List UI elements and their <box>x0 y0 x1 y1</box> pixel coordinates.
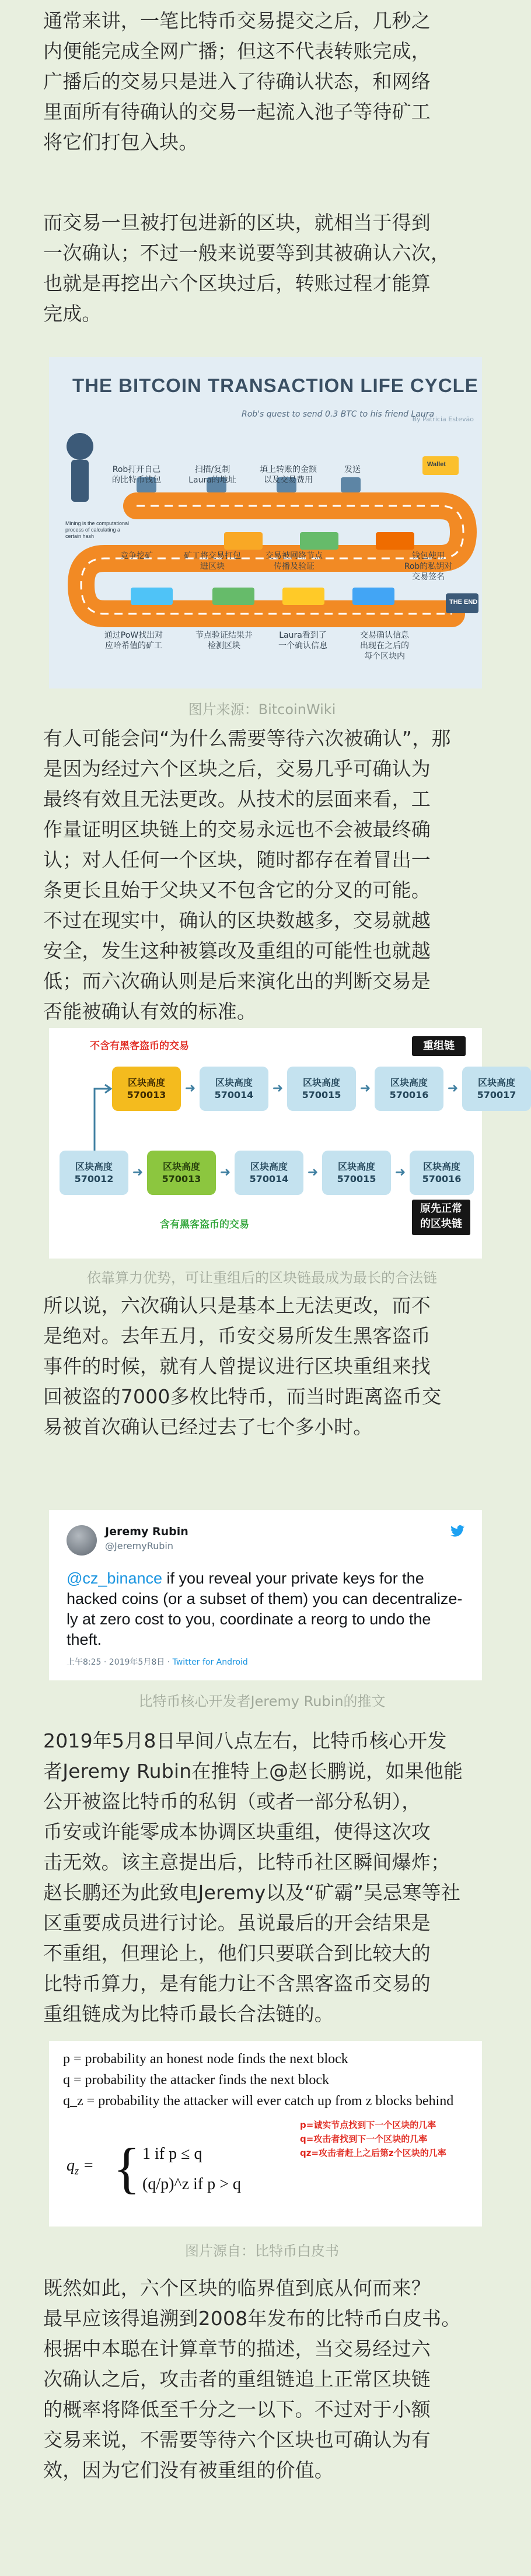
line: 效，因为它们没有被重组的价值。 <box>43 2459 334 2481</box>
block-top-5 <box>462 1067 531 1111</box>
line: 次确认之后，攻击者的重组链追上正常区块链 <box>43 2368 431 2390</box>
block-height: 570016 <box>422 1173 462 1184</box>
block-height: 570014 <box>214 1089 254 1100</box>
block-height: 570013 <box>162 1173 201 1184</box>
formula-lhs: $q_z$ = <box>67 2156 94 2177</box>
block-height: 570016 <box>389 1089 429 1100</box>
formula-p-definition: p = probability an honest node finds the next block <box>63 2051 348 2067</box>
paragraph-binance-hack <box>43 1291 487 1442</box>
tweet-author-name[interactable]: Jeremy Rubin <box>105 1525 188 1538</box>
block-bottom-3 <box>235 1151 303 1195</box>
whitepaper-formula <box>49 2041 482 2227</box>
block-label: 区块高度 <box>127 1077 165 1088</box>
tweet-body <box>67 1568 469 1650</box>
wallet-note: Wallet <box>427 461 446 468</box>
line: 公开被盗比特币的私钥（或者一部分私钥）， <box>43 1790 421 1813</box>
step-node-verify: 节点验证结果并 检测区块 <box>195 631 253 651</box>
mining-note: Mining is the computational process of calculating a certain hash <box>65 520 130 539</box>
line: 重组链成为比特币最长合法链的。 <box>43 2002 334 2025</box>
step-laura-confirm: Laura看到了 一个确认信息 <box>278 631 327 651</box>
line: 而交易一旦被打包进新的区块，就相当于得到 <box>43 211 431 234</box>
line: 事件的时候，就有人曾提议进行区块重组来找 <box>43 1355 431 1378</box>
line: 作量证明区块链上的交易永远也不会被最终确 <box>43 818 431 841</box>
line: 安全，发生这种被篡改及重组的可能性也就越 <box>43 939 431 962</box>
avatar[interactable] <box>67 1525 97 1556</box>
line: 条更长且始于父块又不包含它的分叉的可能。 <box>43 879 431 901</box>
line: 区重要成员进行讨论。虽说最后的开会结果是 <box>43 1911 431 1934</box>
block-bottom-4 <box>322 1151 391 1195</box>
tweet-author-handle[interactable]: @JeremyRubin <box>105 1540 173 1551</box>
line: 将它们打包入块。 <box>43 131 198 153</box>
block-label: 区块高度 <box>75 1161 113 1172</box>
step-fill-amount: 填上转账的金额 以及交易费用 <box>260 465 317 485</box>
line: 回被盗的7000多枚比特币，而当时距离盗币交 <box>43 1385 442 1408</box>
block-label: 区块高度 <box>337 1161 375 1172</box>
the-end-note: THE END <box>449 599 478 606</box>
line: 所以说，六次确认只是基本上无法更改，而不 <box>43 1294 431 1317</box>
arrow-icon: ➜ <box>219 1165 231 1180</box>
arrow-icon: ➜ <box>307 1165 319 1180</box>
line: 比特币算力，是有能力让不含黑客盗币交易的 <box>43 1972 431 1995</box>
block-label: 区块高度 <box>422 1161 460 1172</box>
line: 一次确认；不过一般来说要等到其被确认六次， <box>43 242 450 264</box>
block-top-2 <box>200 1067 268 1111</box>
lifecycle-credit: By Patricia Estevão <box>412 415 474 423</box>
formula-note-q: q=攻击者找到下一个区块的几率 <box>300 2134 428 2144</box>
step-mining: 竞争挖矿 <box>120 551 153 561</box>
formula-note-qz: qz=攻击者赶上之后第z个区块的几率 <box>300 2148 446 2158</box>
line: 不过在现实中，确认的区块数越多，交易就越 <box>43 909 431 932</box>
step-send: 发送 <box>344 465 361 474</box>
line: 币安或许能零成本协调区块重组，使得这次攻 <box>43 1820 431 1843</box>
block-bottom-2 <box>147 1151 216 1195</box>
formula-q-definition: q = probability the attacker finds the next block <box>63 2072 330 2088</box>
block-height: 570013 <box>127 1089 166 1100</box>
paragraph-confirmation <box>43 208 487 329</box>
line: 2019年5月8日早间八点左右，比特币核心开发 <box>43 1729 447 1752</box>
tweet-mention-link[interactable]: @cz_binance <box>67 1570 163 1587</box>
line: 者Jeremy Rubin在推特上@赵长鹏说，如果他能 <box>43 1760 463 1782</box>
step-propagate: 交易被网络节点 传播及验证 <box>266 551 323 571</box>
arrow-icon: ➜ <box>272 1081 284 1096</box>
line: 交易来说，不需要等待六个区块也可确认为有 <box>43 2428 431 2451</box>
arrow-icon: ➜ <box>359 1081 371 1096</box>
paragraph-jeremy-rubin <box>43 1726 487 2029</box>
line: 有人可能会问“为什么需要等待六次被确认”，那 <box>43 727 451 750</box>
line: 否能被确认有效的标准。 <box>43 1000 257 1023</box>
block-bottom-1 <box>60 1151 128 1195</box>
formula-brace: { <box>113 2137 141 2199</box>
caption-tweet: 比特币核心开发者Jeremy Rubin的推文 <box>138 1693 386 1710</box>
line: 最早应该得追溯到2008年发布的比特币白皮书。 <box>43 2307 461 2330</box>
line: 最终有效且无法更改。从技术的层面来看，工 <box>43 788 431 810</box>
tweet-time[interactable]: 上午8:25 · 2019年5月8日 · <box>67 1658 173 1667</box>
line: 易被首次确认已经过去了七个多小时。 <box>43 1415 373 1438</box>
block-height: 570017 <box>477 1089 516 1100</box>
block-label: 区块高度 <box>390 1077 428 1088</box>
lifecycle-subtitle: Rob's quest to send 0.3 BTC to his friend Laura <box>242 410 435 419</box>
line: 是绝对。去年五月，币安交易所发生黑客盗币 <box>43 1324 431 1347</box>
step-open-wallet: Rob打开自己 的比特币钱包 <box>112 465 161 485</box>
paragraph-six-confirmations <box>43 723 487 1027</box>
tag-reorg-chain: 重组链 <box>412 1036 466 1056</box>
step-pow: 通过PoW找出对 应哈希值的矿工 <box>104 631 163 651</box>
line: 赵长鹏还为此致电Jeremy以及“矿霸”吴忌寒等社 <box>43 1881 461 1904</box>
line: 里面所有待确认的交易一起流入池子等待矿工 <box>43 100 431 123</box>
block-label: 区块高度 <box>477 1077 515 1088</box>
step-later-blocks: 交易确认信息 出现在之后的 每个区块内 <box>360 631 409 661</box>
block-height: 570015 <box>302 1089 341 1100</box>
formula-qz-definition: q_z = probability the attacker will ever catch up from z blocks behind <box>63 2093 454 2109</box>
line: 的概率将降低至千分之一以下。不过对于小额 <box>43 2398 431 2421</box>
paragraph-broadcast <box>43 6 487 158</box>
line: 认；对人任何一个区块，随时都存在着冒出一 <box>43 848 431 871</box>
line: 根据中本聪在计算章节的描述，当交易经过六 <box>43 2337 431 2360</box>
line: 不重组，但理论上，他们只要联合到比较大的 <box>43 1942 431 1965</box>
tweet-text: if you reveal your private keys for the hacked coins (or a subset of them) you can decentralize-ly at zero cost to you, coordinate a reorg to undo the theft. <box>67 1570 463 1648</box>
block-height: 570012 <box>74 1173 114 1184</box>
line: 也就是再挖出六个区块过后，转账过程才能算 <box>43 272 431 295</box>
arrow-icon: ➜ <box>132 1165 144 1180</box>
label-hack-tx: 含有黑客盗币的交易 <box>160 1219 249 1231</box>
block-label: 区块高度 <box>162 1161 200 1172</box>
caption-chain: 依靠算力优势，可让重组后的区块链最成为最长的合法链 <box>87 1270 437 1286</box>
line: 通常来讲，一笔比特币交易提交之后，几秒之 <box>43 9 431 32</box>
arrow-icon: ➜ <box>184 1081 196 1096</box>
paragraph-whitepaper-origin <box>43 2273 487 2486</box>
step-scan-address: 扫描/复制 Laura的地址 <box>188 465 236 485</box>
formula-note-p: p=诚实节点找到下一个区块的几率 <box>300 2120 436 2130</box>
block-top-1 <box>112 1067 181 1111</box>
line: 完成。 <box>43 302 102 325</box>
tweet-embed[interactable] <box>49 1510 482 1680</box>
tag-normal-chain: 原先正常 的区块链 <box>412 1200 470 1235</box>
block-height: 570015 <box>337 1173 376 1184</box>
block-label: 区块高度 <box>302 1077 340 1088</box>
formula-case-2: (q/p)^z if p > q <box>142 2175 241 2193</box>
arrow-icon: ➜ <box>447 1081 459 1096</box>
block-label: 区块高度 <box>250 1161 288 1172</box>
step-miner-pack: 矿工将交易打包 进区块 <box>184 551 241 571</box>
line: 广播后的交易只是进入了待确认状态，和网络 <box>43 70 431 93</box>
block-top-3 <box>287 1067 356 1111</box>
caption-formula: 图片源自：比特币白皮书 <box>185 2243 339 2259</box>
caption-lifecycle: 图片来源：BitcoinWiki <box>188 701 336 718</box>
block-height: 570014 <box>249 1173 289 1184</box>
label-no-hack-tx: 不含有黑客盗币的交易 <box>90 1040 189 1052</box>
reorg-chain-diagram <box>49 1028 516 1259</box>
line: 既然如此，六个区块的临界值到底从何而来？ <box>43 2277 431 2299</box>
line: 低；而六次确认则是后来演化出的判断交易是 <box>43 970 431 992</box>
line: 内便能完成全网广播；但这不代表转账完成， <box>43 40 431 62</box>
line: 击无效。该主意提出后，比特币社区瞬间爆炸； <box>43 1851 450 1874</box>
block-top-4 <box>375 1067 443 1111</box>
twitter-bird-icon[interactable] <box>450 1525 464 1537</box>
bitcoin-lifecycle-infographic <box>49 357 482 688</box>
tweet-source-link[interactable]: Twitter for Android <box>172 1658 248 1667</box>
block-label: 区块高度 <box>215 1077 253 1088</box>
line: 是因为经过六个区块之后，交易几乎可确认为 <box>43 757 431 780</box>
step-sign: 钱包使用 Rob的私钥对 交易签名 <box>404 551 453 582</box>
arrow-icon: ➜ <box>394 1165 406 1180</box>
lifecycle-title: THE BITCOIN TRANSACTION LIFE CYCLE <box>72 375 478 396</box>
formula-case-1: 1 if p ≤ q <box>142 2145 202 2163</box>
tweet-meta <box>67 1656 248 1668</box>
block-bottom-5 <box>410 1151 474 1195</box>
